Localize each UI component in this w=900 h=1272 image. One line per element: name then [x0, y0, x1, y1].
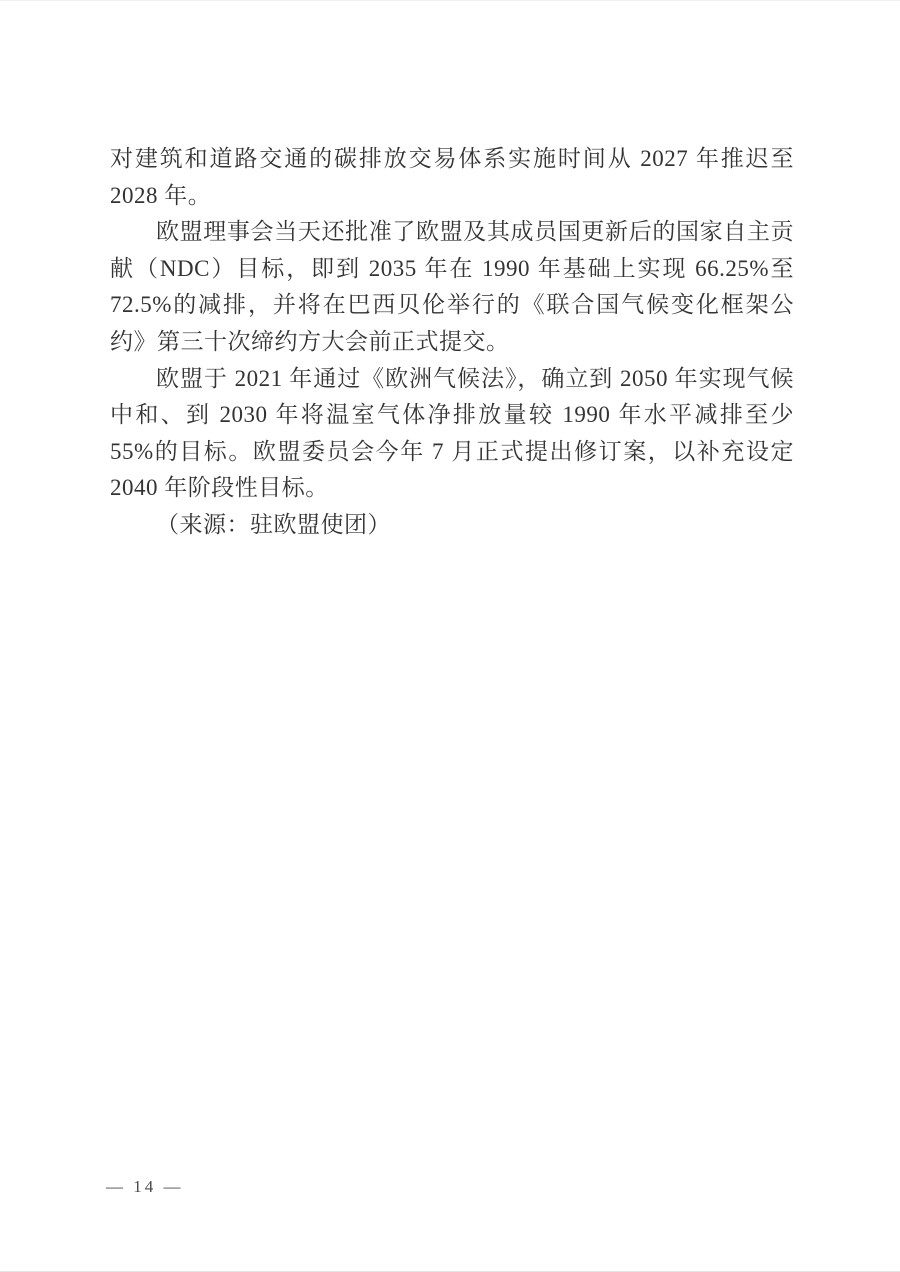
paragraph-ndc-target: 欧盟理事会当天还批准了欧盟及其成员国更新后的国家自主贡献（NDC）目标，即到 2035 年在 1990 年基础上实现 66.25%至 72.5%的减排，并将在巴西贝伦举行的《联合国气候变化框架公约》第三十次缔约方大会前正式提交。	[110, 219, 794, 354]
page-number: — 14 —	[106, 1177, 184, 1196]
paragraph-continuation: 对建筑和道路交通的碳排放交易体系实施时间从 2027 年推迟至 2028 年。	[110, 146, 794, 208]
paragraph-source: （来源：驻欧盟使团）	[156, 511, 391, 537]
paragraph-climate-law: 欧盟于 2021 年通过《欧洲气候法》，确立到 2050 年实现气候中和、到 2030 年将温室气体净排放量较 1990 年水平减排至少 55%的目标。欧盟委员会今年 7 月正式提出修订案，以补充设定 2040 年阶段性目标。	[110, 365, 794, 501]
document-body	[110, 141, 794, 544]
